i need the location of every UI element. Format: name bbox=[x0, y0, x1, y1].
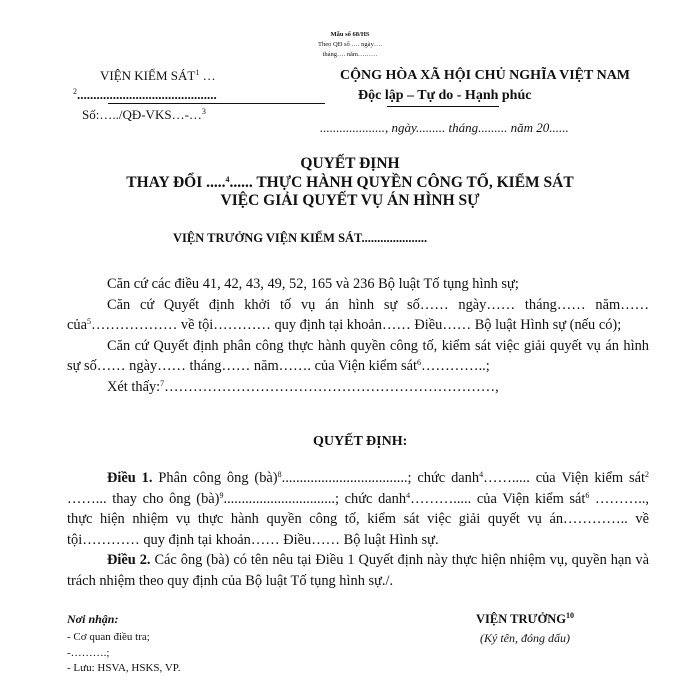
signature-note: (Ký tên, đóng dấu) bbox=[480, 631, 570, 645]
form-decision-ref: Theo QĐ số …. ngày…. bbox=[318, 41, 382, 48]
motto-underline bbox=[387, 106, 499, 107]
form-number: Mẫu số 68/HS bbox=[330, 31, 370, 38]
document-number: Số:…../QĐ-VKS…-…$^3$ bbox=[82, 107, 206, 122]
date-line: ...................., ngày......... tháng......... năm 20...... bbox=[320, 120, 569, 135]
recipient-item: - Lưu: HSVA, HSKS, VP. bbox=[67, 662, 181, 674]
decision-articles bbox=[67, 468, 649, 591]
legal-basis bbox=[67, 274, 649, 397]
article-1: Điều 1. Phân công ông (bà)$^8$...................................; chức danh$^4$……..... của Viện kiểm sát$^2$ ……... thay cho ông (bà)$^9$...............................; chức danh$^4$………..... của Viện kiểm sát$^6$ ……….., thực hiện nhiệm vụ thực hành quyền công tố, kiểm sát việc giải quyết vụ án………….. về tội………… quy định tại khoản…… Điều…… Bộ luật Hình sự. bbox=[67, 470, 650, 548]
national-motto: Độc lập – Tự do - Hạnh phúc bbox=[358, 88, 532, 103]
basis-paragraph-3: Căn cứ Quyết định phân công thực hành quyền công tố, kiểm sát việc giải quyết vụ án hình sự số…… ngày…… tháng…… năm……. của Viện kiểm sát$^6$…………..; bbox=[67, 337, 649, 374]
considering-paragraph: Xét thấy:$^7$……………………………………………………………, bbox=[107, 378, 499, 395]
recipient-item: - Cơ quan điều tra; bbox=[67, 631, 150, 643]
country-name: CỘNG HÒA XÃ HỘI CHỦ NGHĨA VIỆT NAM bbox=[340, 68, 631, 83]
issuing-authority: VIỆN TRƯỞNG VIỆN KIỂM SÁT..................... bbox=[173, 231, 428, 245]
document-subtitle-line2: VIỆC GIẢI QUYẾT VỤ ÁN HÌNH SỰ bbox=[220, 192, 480, 209]
basis-paragraph-1: Căn cứ các điều 41, 42, 43, 49, 52, 165 và 236 Bộ luật Tố tụng hình sự; bbox=[107, 276, 519, 292]
sub-agency-line: $^2$........................................... bbox=[73, 87, 217, 102]
document-title: QUYẾT ĐỊNH bbox=[300, 155, 400, 172]
document-subtitle: THAY ĐỔI .....$^4$...... THỰC HÀNH QUYỀN CÔNG TỐ, KIỂM SÁT bbox=[126, 174, 574, 191]
form-decision-date: tháng…. năm……… bbox=[322, 51, 378, 58]
decision-heading: QUYẾT ĐỊNH: bbox=[313, 434, 408, 449]
recipient-item: -……….; bbox=[67, 647, 110, 659]
recipients-label: Nơi nhận: bbox=[67, 612, 119, 626]
basis-paragraph-2: Căn cứ Quyết định khởi tố vụ án hình sự số…… ngày…… tháng…… năm…… của$^5$……………… về tội………… quy định tại khoản…… Điều…… Bộ luật Hình sự (nếu có); bbox=[67, 296, 649, 333]
header-divider bbox=[108, 103, 325, 104]
agency-name: VIỆN KIỂM SÁT$^1$ … bbox=[100, 68, 216, 83]
article-2: Điều 2. Các ông (bà) có tên nêu tại Điều 1 Quyết định này thực hiện nhiệm vụ, quyền hạn và trách nhiệm theo quy định của Bộ luật Tố tụng hình sự./. bbox=[67, 552, 649, 589]
signer-title: VIỆN TRƯỞNG$^{10}$ bbox=[476, 611, 574, 626]
